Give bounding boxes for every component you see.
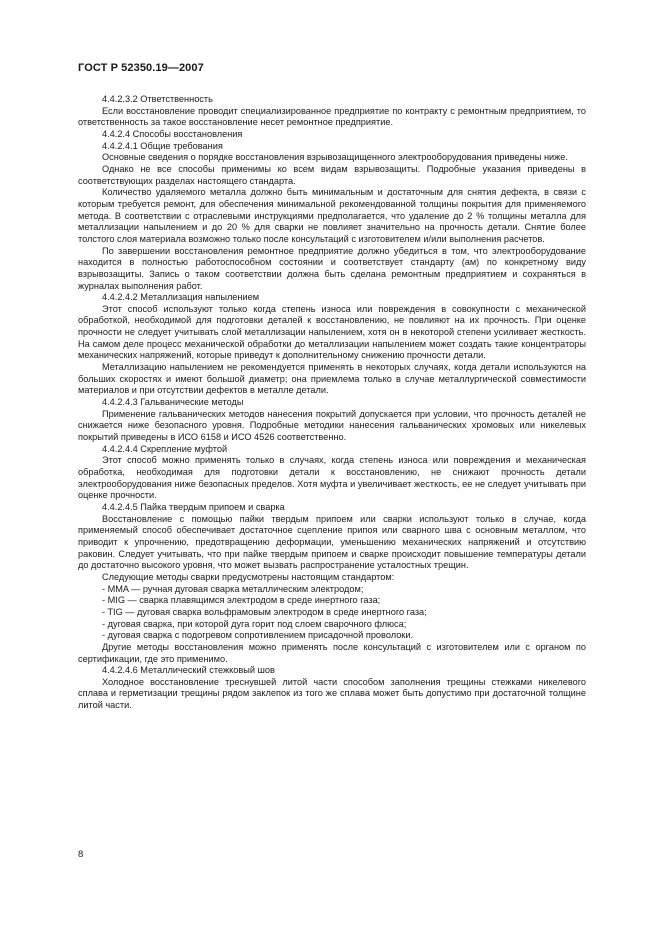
heading-4-4-2-4-1: 4.4.2.4.1 Общие требования	[102, 140, 223, 151]
heading-4-4-2-4-4: 4.4.2.4.4 Скрепление муфтой	[102, 443, 228, 454]
heading-4-4-2-4: 4.4.2.4 Способы восстановления	[102, 128, 243, 139]
paragraph: Металлизацию напылением не рекомендуется применять в некоторых случаях, когда детали используются на больших скоростях и имеют большой диаметр; она приемлема только в случае металлургической совместимости материалов и при отсутствии дефектов в металле детали.	[78, 362, 586, 396]
heading-4-4-2-4-6: 4.4.2.4.6 Металлический стежковый шов	[102, 665, 275, 676]
heading-4-4-2-4-2: 4.4.2.4.2 Металлизация напылением	[102, 292, 260, 303]
document-body	[78, 94, 586, 712]
paragraph: Однако не все способы применимы ко всем видам взрывозащиты. Подробные указания приведены в соответствующих разделах настоящего стандарта.	[78, 163, 586, 186]
list-item: - MIG — сварка плавящимся электродом в среде инертного газа;	[102, 595, 381, 606]
page-number: 8	[78, 849, 84, 860]
list-item: - MMA — ручная дуговая сварка металлическим электродом;	[102, 583, 364, 594]
heading-4-4-2-4-5: 4.4.2.4.5 Пайка твердым припоем и сварка	[102, 501, 285, 512]
paragraph: Восстановление с помощью пайки твердым припоем или сварки используют только в случае, когда применяемый способ обеспечивает достаточное сцепление припоя или сварного шва с основным металлом, что приводит к упрочнению, предотвращению деформации, уменьшению механических напряжений и отсутствию раковин. Следует учитывать, что при пайке твердым припоем и сварке происходит повышение температуры детали до достаточно высокого уровня, что может вызвать распространение усталостных трещин.	[78, 513, 586, 571]
paragraph: Если восстановление проводит специализированное предприятие по контракту с ремонтным предприятием, то ответственность за такое восстановление несет ремонтное предприятие.	[78, 105, 586, 128]
paragraph: Применение гальванических методов нанесения покрытий допускается при условии, что прочность деталей не снижается ниже безопасного уровня. Подробные методики нанесения гальванических хромовых или никелевых покрытий приведены в ИСО 6158 и ИСО 4526 соответственно.	[78, 408, 586, 443]
paragraph: Основные сведения о порядке восстановления взрывозащищенного электрооборудования приведены ниже.	[102, 152, 568, 163]
paragraph: Другие методы восстановления можно применять после консультаций с изготовителем или с органом по сертификации, где это применимо.	[78, 641, 586, 664]
heading-4-4-2-3-2: 4.4.2.3.2 Ответственность	[102, 94, 213, 104]
list-item: - дуговая сварка, при которой дуга горит под слоем сварочного флюса;	[102, 618, 407, 629]
paragraph: Этот способ используют только когда степень износа или повреждения в совокупности с механической обработкой, необходимой для подготовки деталей к восстановлению, не повлияют на их прочность. При оценке прочности не следует учитывать слой металлизации напылением, хотя он в некоторой степени усиливает жесткость. На самом деле процесс механической обработки до металлизации напылением может создать такие концентраторы механических напряжений, которые приведут к дополнительному снижению прочности детали.	[78, 303, 586, 361]
paragraph: Количество удаляемого металла должно быть минимальным и достаточным для снятия дефекта, в связи с которым требуется ремонт, для обеспечения минимальной рекомендованной толщины покрытия для применяемого метода. В соответствии с отраслевыми инструкциями предполагается, что удаление до 2 % толщины металла для металлизации напылением и до 20 % для сварки не повлияет значительно на прочность детали. Снятие более толстого слоя материала возможно только после консультаций с изготовителем и/или выполнения расчетов.	[78, 187, 586, 244]
paragraph: Этот способ можно применять только в случаях, когда степень износа или повреждения и механическая обработка, необходимая для подготовки детали к восстановлению, не снижают прочность детали электрооборудования ниже безопасных пределов. Хотя муфта и увеличивает жесткость, ее не следует учитывать при оценке прочности.	[78, 455, 586, 501]
paragraph: По завершении восстановления ремонтное предприятие должно убедиться в том, что электрооборудование находится в полностью работоспособном состоянии и соответствует стандарту (ам) по конкретному виду взрывозащиты. Запись о таком соответствии должна быть сделана ремонтным предприятием и сохраняться в журналах выполнения работ.	[78, 245, 586, 291]
list-item: - TIG — дуговая сварка вольфрамовым электродом в среде инертного газа;	[102, 606, 427, 617]
paragraph: Следующие методы сварки предусмотрены настоящим стандартом:	[102, 571, 395, 582]
document-header: ГОСТ Р 52350.19—2007	[78, 62, 204, 74]
paragraph: Холодное восстановление треснувшей литой части способом заполнения трещины стежками никелевого сплава и герметизации трещины рядом заклепок из того же сплава может быть допустимо при достаточной толщине литой части.	[78, 676, 586, 711]
heading-4-4-2-4-3: 4.4.2.4.3 Гальванические методы	[102, 397, 244, 408]
list-item: - дуговая сварка с подогревом сопротивлением присадочной проволоки.	[102, 630, 414, 641]
